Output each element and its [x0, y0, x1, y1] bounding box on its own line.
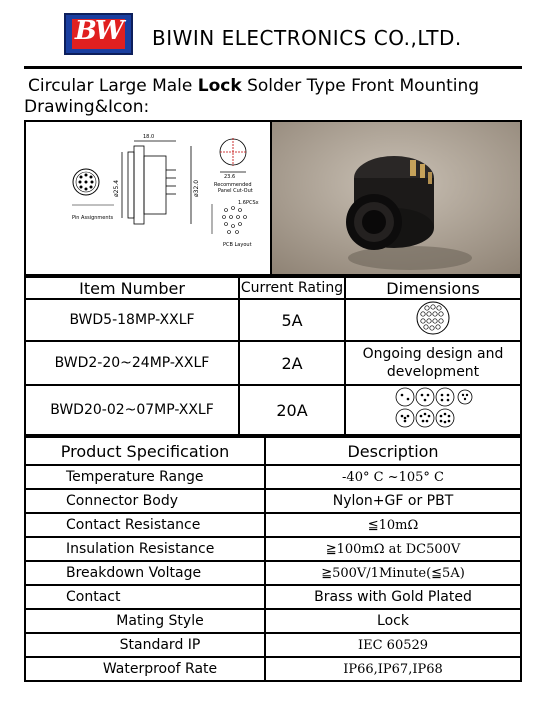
drawing-label: Drawing&Icon: [24, 97, 150, 117]
spec-row [25, 513, 521, 537]
pin-assign-label: Pin Assignments [72, 215, 114, 221]
dim-top-text: 18.0 [143, 134, 155, 140]
spec-row [25, 465, 521, 489]
spec-label: Connector Body [25, 489, 265, 513]
header-divider [24, 66, 522, 69]
technical-drawing-svg [26, 122, 270, 274]
spec-value: ≧100mΩ at DC500V [265, 537, 521, 561]
spec-value: Nylon+GF or PBT [265, 489, 521, 513]
pcb-layout-diagram [212, 204, 247, 234]
pin-assignment-diagram [72, 169, 114, 205]
spec-value: Lock [265, 609, 521, 633]
product-photo [272, 122, 520, 274]
dimension-icon-cell [345, 299, 521, 341]
header-description: Description [265, 437, 521, 465]
dim-side2-text: ø32.0 [193, 179, 200, 197]
title-bold-word: Lock [197, 76, 242, 96]
logo-text: BW [74, 16, 123, 46]
spec-value: IP66,IP67,IP68 [265, 657, 521, 681]
dim-mid-text: 23.6 [224, 174, 236, 180]
spec-row [25, 585, 521, 609]
title-part-1: Circular Large Male [28, 76, 198, 96]
spec-value: Brass with Gold Plated [265, 585, 521, 609]
item-table-header-row [25, 277, 521, 299]
current-rating: 2A [239, 341, 345, 385]
connector-body [346, 156, 434, 250]
connector-photo-svg [272, 122, 520, 274]
spec-label: Breakdown Voltage [25, 561, 265, 585]
spec-row [25, 609, 521, 633]
spec-row [25, 561, 521, 585]
spec-value: IEC 60529 [265, 633, 521, 657]
spec-value: ≧500V/1Minute(≦5A) [265, 561, 521, 585]
spec-label: Waterproof Rate [25, 657, 265, 681]
spec-label: Mating Style [25, 609, 265, 633]
spec-header-row [25, 437, 521, 465]
item-row [25, 341, 521, 385]
drawing-panel [24, 120, 522, 276]
header-dimensions: Dimensions [345, 277, 521, 299]
dimension-icon-cell [345, 385, 521, 435]
item-number: BWD20-02~07MP-XXLF [25, 385, 239, 435]
spec-row [25, 489, 521, 513]
side-profile-diagram [122, 141, 191, 224]
spec-label: Contact Resistance [25, 513, 265, 537]
spec-row [25, 633, 521, 657]
spec-value: ≦10mΩ [265, 513, 521, 537]
spec-table [24, 436, 522, 682]
dim-side-text: ø25.4 [113, 179, 120, 197]
item-row [25, 299, 521, 341]
company-name: BIWIN ELECTRONICS CO.,LTD. [152, 26, 462, 50]
pcb-hole-text: 1.6PCSx [238, 200, 259, 206]
spec-row [25, 537, 521, 561]
dimension-status: Ongoing design and development [345, 341, 521, 385]
header-product-spec: Product Specification [25, 437, 265, 465]
current-rating: 20A [239, 385, 345, 435]
title-part-2: Solder Type Front Mounting [241, 76, 480, 96]
panel-label-2: Panel Cut-Out [218, 188, 253, 194]
panel-cutout-diagram [220, 138, 246, 172]
item-table [24, 276, 522, 436]
header-item-number: Item Number [25, 277, 239, 299]
company-logo [64, 13, 133, 55]
item-number: BWD2-20~24MP-XXLF [25, 341, 239, 385]
connector-multi-pin-icons [393, 386, 473, 430]
spec-value: -40° C ~105° C [265, 465, 521, 489]
spec-label: Insulation Resistance [25, 537, 265, 561]
technical-drawing [26, 122, 272, 274]
connector-18pin-icon [415, 300, 451, 336]
current-rating: 5A [239, 299, 345, 341]
product-title [28, 76, 479, 96]
spec-label: Standard IP [25, 633, 265, 657]
header-current-rating: Current Rating [239, 277, 345, 299]
spec-label: Contact [25, 585, 265, 609]
spec-row [25, 657, 521, 681]
pcb-label: PCB Layout [223, 242, 252, 248]
item-number: BWD5-18MP-XXLF [25, 299, 239, 341]
spec-label: Temperature Range [25, 465, 265, 489]
item-row [25, 385, 521, 435]
panel-label-1: Recommended [214, 182, 252, 188]
